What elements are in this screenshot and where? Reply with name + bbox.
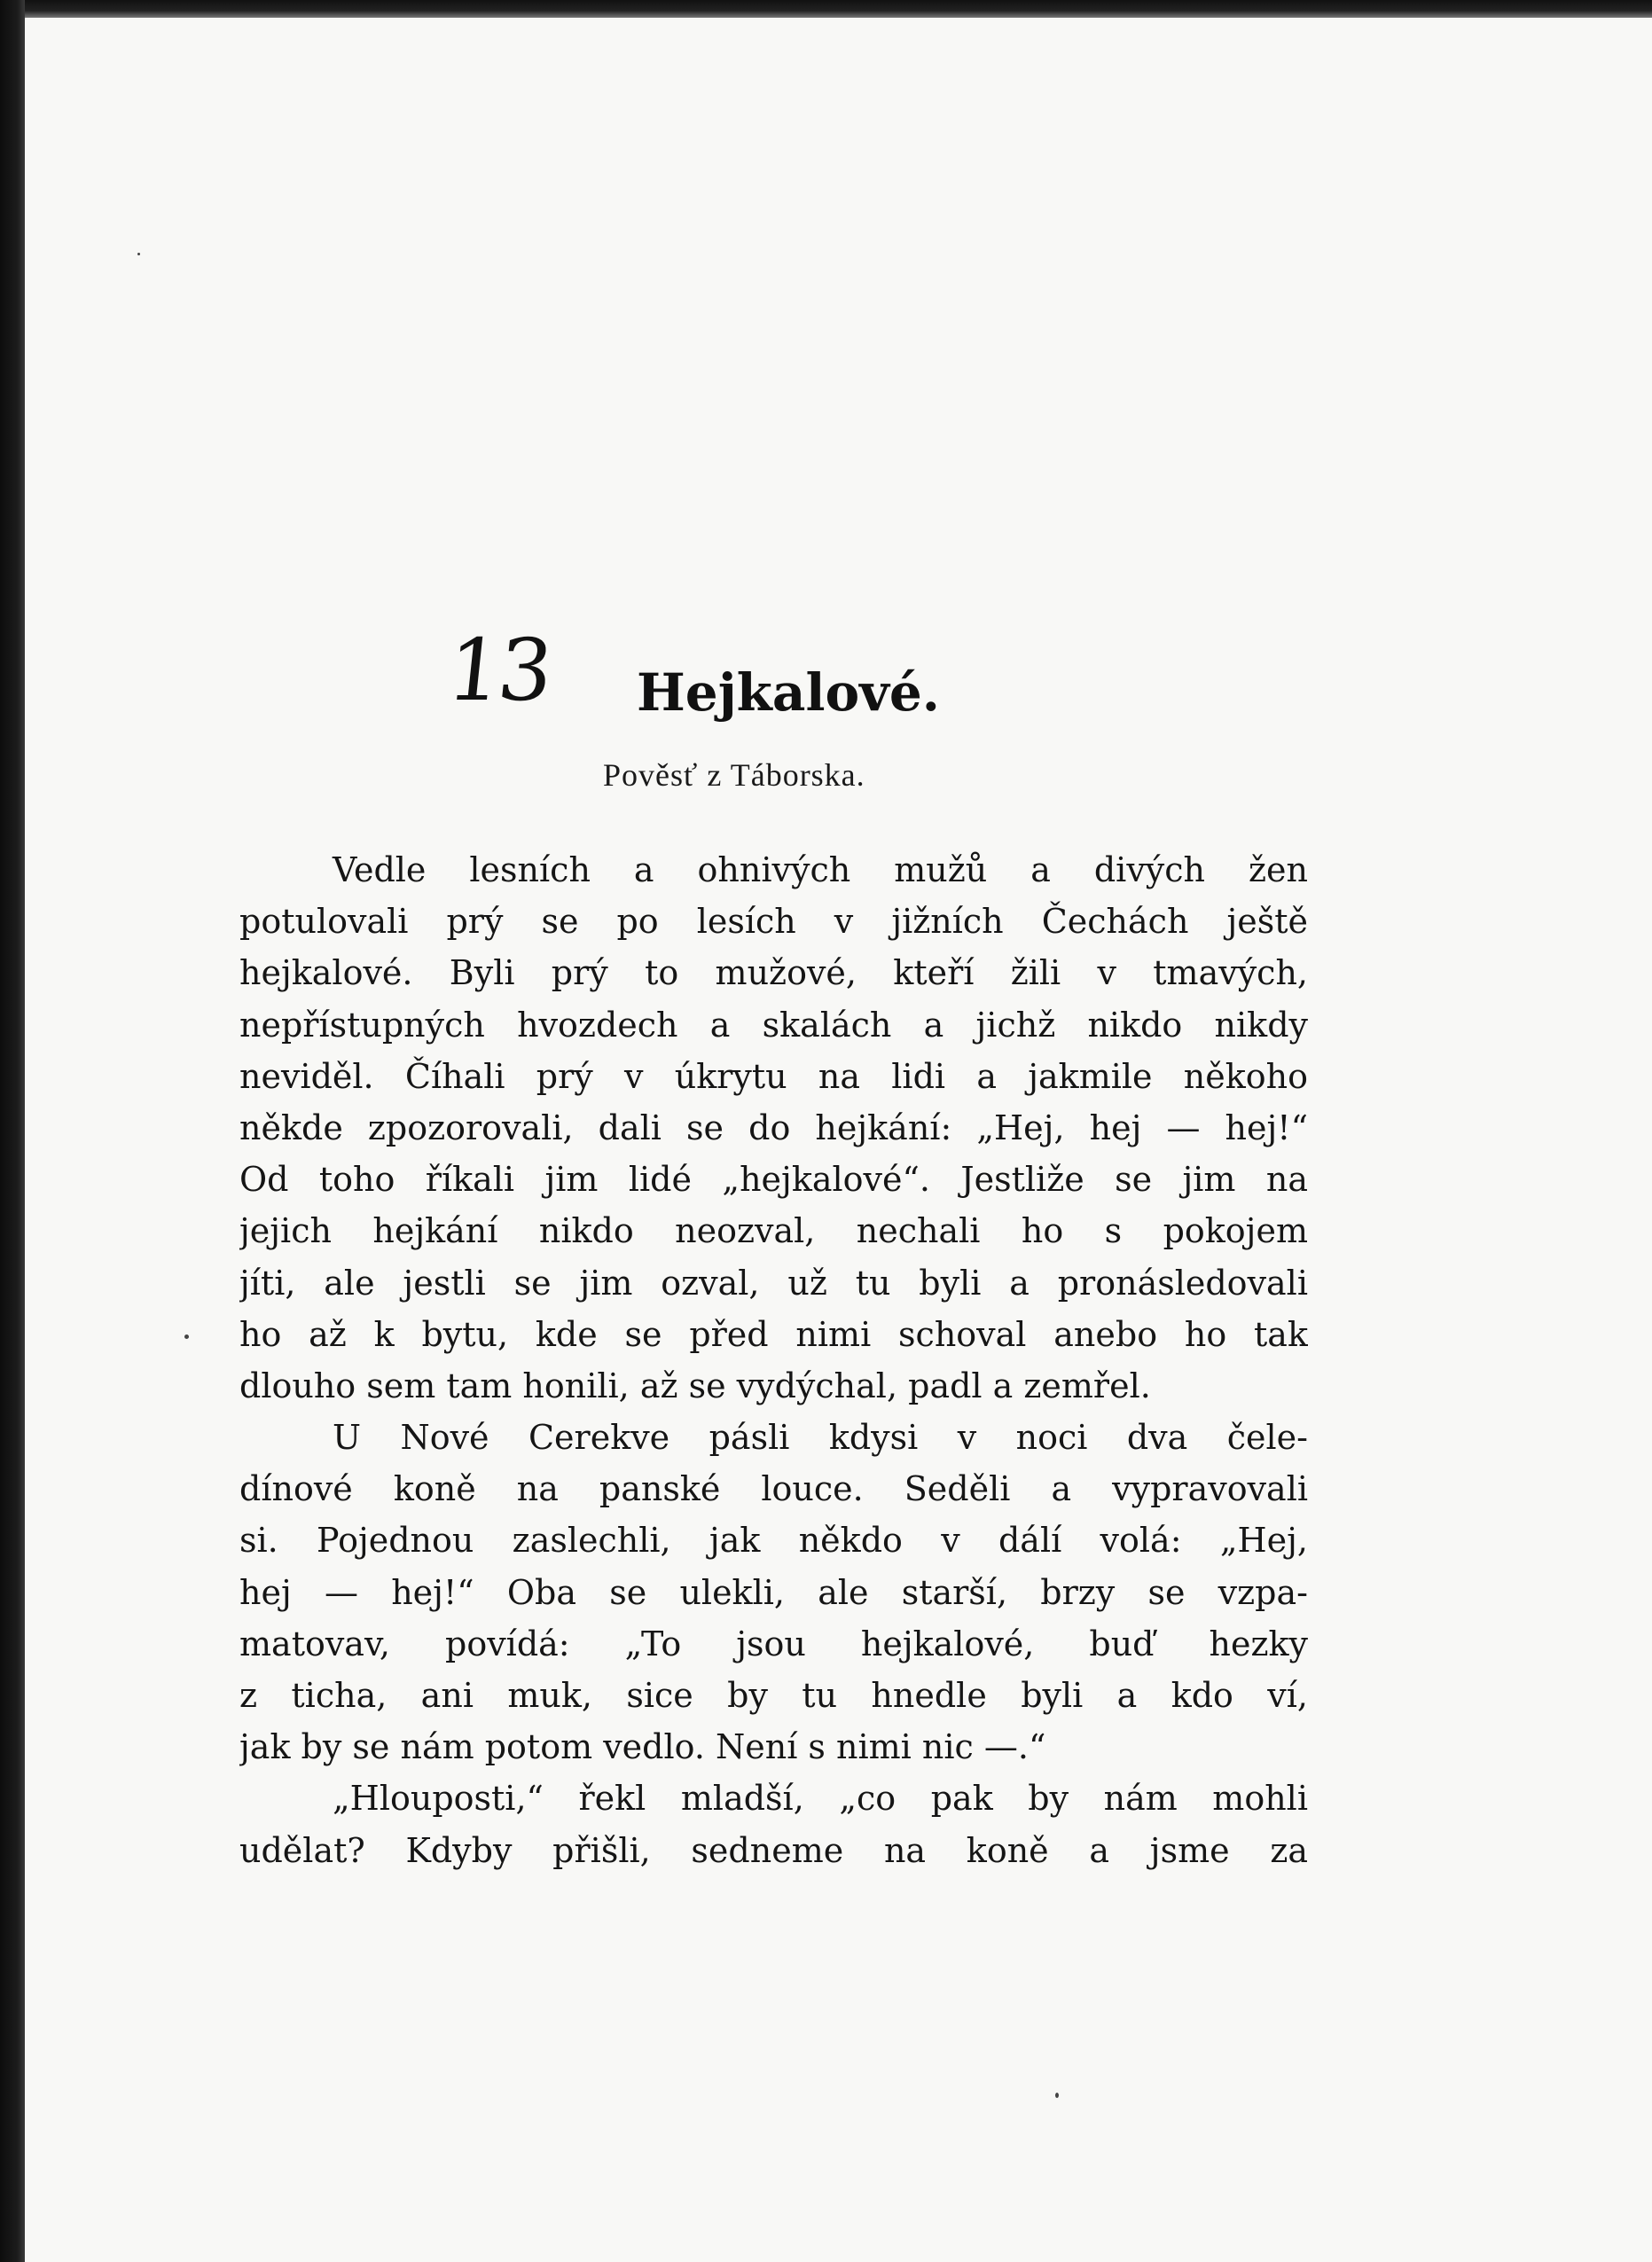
text-line: jak by se nám potom vedlo. Není s nimi nic —.“ — [239, 1727, 1046, 1767]
text-line: jejich hejkání nikdo neozval, nechali ho s pokojem — [239, 1211, 1308, 1251]
text-line: dlouho sem tam honili, až se vydýchal, padl a zemřel. — [239, 1366, 1151, 1405]
text-line: potulovali prý se po lesích v jižních Čechách ještě — [239, 902, 1308, 942]
scan-speck — [137, 253, 140, 255]
text-line: jíti, ale jestli se jim ozval, už tu byli a pronásledovali — [239, 1263, 1308, 1303]
text-line: dínové koně na panské louce. Seděli a vypravovali — [239, 1469, 1308, 1509]
text-line: někde zpozorovali, dali se do hejkání: „Hej, hej — hej!“ — [239, 1108, 1308, 1147]
handwritten-page-number: 13 — [442, 621, 555, 720]
chapter-subtitle: Pověsť z Táborska. — [603, 757, 865, 793]
scan-top-edge — [0, 0, 1652, 18]
text-line: Od toho říkali jim lidé „hejkalové“. Jestliže se jim na — [239, 1160, 1308, 1200]
text-line: „Hlouposti,“ řekl mladší, „co pak by nám mohli — [333, 1779, 1308, 1819]
text-line: si. Pojednou zaslechli, jak někdo v dálí volá: „Hej, — [239, 1521, 1308, 1561]
text-line: hejkalové. Byli prý to mužové, kteří žili v tmavých, — [239, 953, 1308, 993]
text-line: neviděl. Číhali prý v úkrytu na lidi a jakmile někoho — [239, 1056, 1308, 1096]
text-line: z ticha, ani muk, sice by tu hnedle byli a kdo ví, — [239, 1676, 1308, 1715]
body-text — [239, 844, 1308, 1876]
scan-speck — [184, 1335, 189, 1339]
text-line: udělat? Kdyby přišli, sedneme na koně a jsme za — [239, 1830, 1308, 1870]
text-line: U Nové Cerekve pásli kdysi v noci dva čele- — [333, 1418, 1308, 1458]
text-line: Vedle lesních a ohnivých mužů a divých žen — [333, 850, 1308, 889]
scan-speck — [1055, 2093, 1059, 2098]
text-line: nepřístupných hvozdech a skalách a jichž nikdo nikdy — [239, 1005, 1308, 1045]
text-line: matovav, povídá: „To jsou hejkalové, buď hezky — [239, 1624, 1308, 1663]
chapter-title: Hejkalové. — [637, 662, 940, 723]
text-line: ho až k bytu, kde se před nimi schoval anebo ho tak — [239, 1314, 1308, 1354]
text-line: hej — hej!“ Oba se ulekli, ale starší, brzy se vzpa- — [239, 1572, 1308, 1612]
scan-binding-edge — [0, 0, 25, 2262]
